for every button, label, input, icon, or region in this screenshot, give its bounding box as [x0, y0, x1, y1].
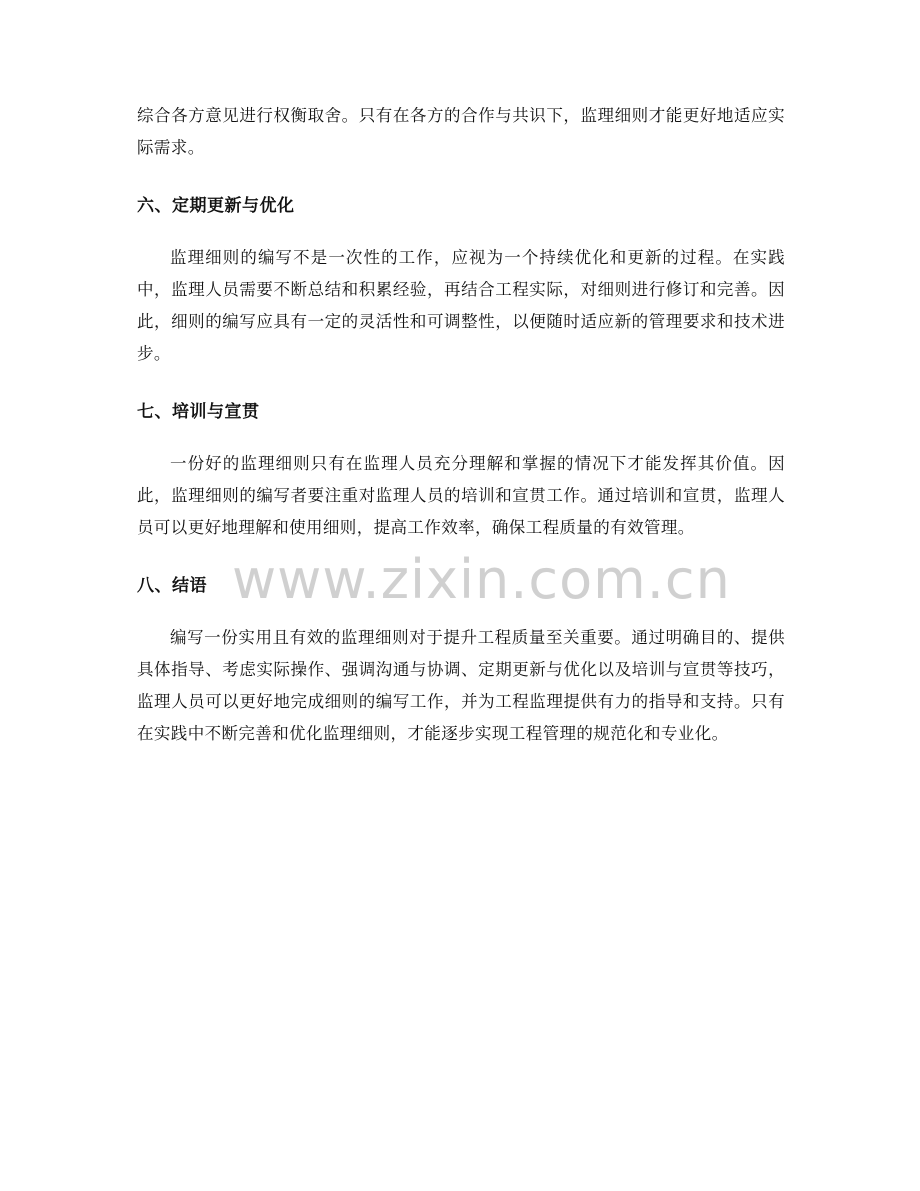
- section-heading-6: 六、定期更新与优化: [137, 196, 295, 216]
- document-body: [137, 100, 785, 750]
- section-heading-8: 八、结语: [137, 576, 207, 596]
- section-body-6: 监理细则的编写不是一次性的工作，应视为一个持续优化和更新的过程。在实践中，监理人员需要不断总结和积累经验，再结合工程实际，对细则进行修订和完善。因此，细则的编写应具有一定的灵活性和可调整性，以便随时适应新的管理要求和技术进步。: [137, 248, 785, 363]
- watermark: www.zixin.com.cn: [232, 548, 731, 611]
- section-heading-7: 七、培训与宣贯: [137, 402, 260, 422]
- section-body-8: 编写一份实用且有效的监理细则对于提升工程质量至关重要。通过明确目的、提供具体指导、考虑实际操作、强调沟通与协调、定期更新与优化以及培训与宣贯等技巧，监理人员可以更好地完成细则的编写工作，并为工程监理提供有力的指导和支持。只有在实践中不断完善和优化监理细则，才能逐步实现工程管理的规范化和专业化。: [137, 628, 785, 743]
- section-body-7: 一份好的监理细则只有在监理人员充分理解和掌握的情况下才能发挥其价值。因此，监理细则的编写者要注重对监理人员的培训和宣贯工作。通过培训和宣贯，监理人员可以更好地理解和使用细则，提高工作效率，确保工程质量的有效管理。: [137, 454, 785, 537]
- intro-paragraph: 综合各方意见进行权衡取舍。只有在各方的合作与共识下，监理细则才能更好地适应实际需求。: [137, 106, 785, 157]
